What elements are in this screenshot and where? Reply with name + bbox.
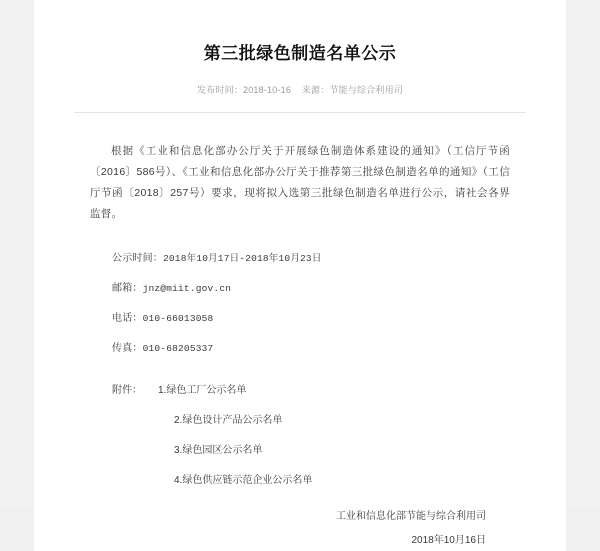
header-divider <box>74 112 526 113</box>
attachments-header <box>112 383 510 399</box>
info-line-phone <box>112 311 510 327</box>
info-line-email <box>112 281 510 297</box>
attachment-item-4[interactable]: 4.绿色供应链示范企业公示名单 <box>174 475 313 487</box>
info-label-fax: 传真： <box>112 343 143 355</box>
attachment-item-3[interactable]: 3.绿色园区公示名单 <box>174 445 263 457</box>
article-body <box>34 141 566 551</box>
info-line-publish-period <box>112 251 510 267</box>
signature-date: 2018年10月16日 <box>411 535 486 547</box>
attachment-item-2[interactable]: 2.绿色设计产品公示名单 <box>174 415 283 427</box>
attachment-item-1[interactable]: 1.绿色工厂公示名单 <box>158 385 247 397</box>
info-label-phone: 电话： <box>112 313 143 325</box>
attachments-block <box>90 383 510 489</box>
info-label-publish-period: 公示时间： <box>112 253 163 265</box>
info-label-email: 邮箱： <box>112 283 143 295</box>
contact-info-block <box>90 251 510 357</box>
main-paragraph: 根据《工业和信息化部办公厅关于开展绿色制造体系建设的通知》（工信厅节函〔2016〕586号）、《工业和信息化部办公厅关于推荐第三批绿色制造名单的通知》（工信厅节函〔2018〕257号）要求，现将拟入选第三批绿色制造名单进行公示，请社会各界监督。 <box>90 145 510 221</box>
info-line-fax <box>112 341 510 357</box>
info-value-publish-period: 2018年10月17日-2018年10月23日 <box>163 253 322 265</box>
publish-time: 发布时间：2018-10-16 <box>197 85 292 96</box>
article-meta <box>34 83 566 96</box>
article-container <box>34 0 566 551</box>
info-value-fax: 010-68205337 <box>142 343 214 355</box>
article-source: 来源：节能与综合利用司 <box>301 85 403 96</box>
signature-organization: 工业和信息化部节能与综合利用司 <box>336 511 486 523</box>
info-value-email: jnz@miit.gov.cn <box>142 283 232 295</box>
attachments-label: 附件： <box>112 385 142 397</box>
page-title: 第三批绿色制造名单公示 <box>203 44 397 64</box>
info-value-phone: 010-66013058 <box>142 313 214 325</box>
